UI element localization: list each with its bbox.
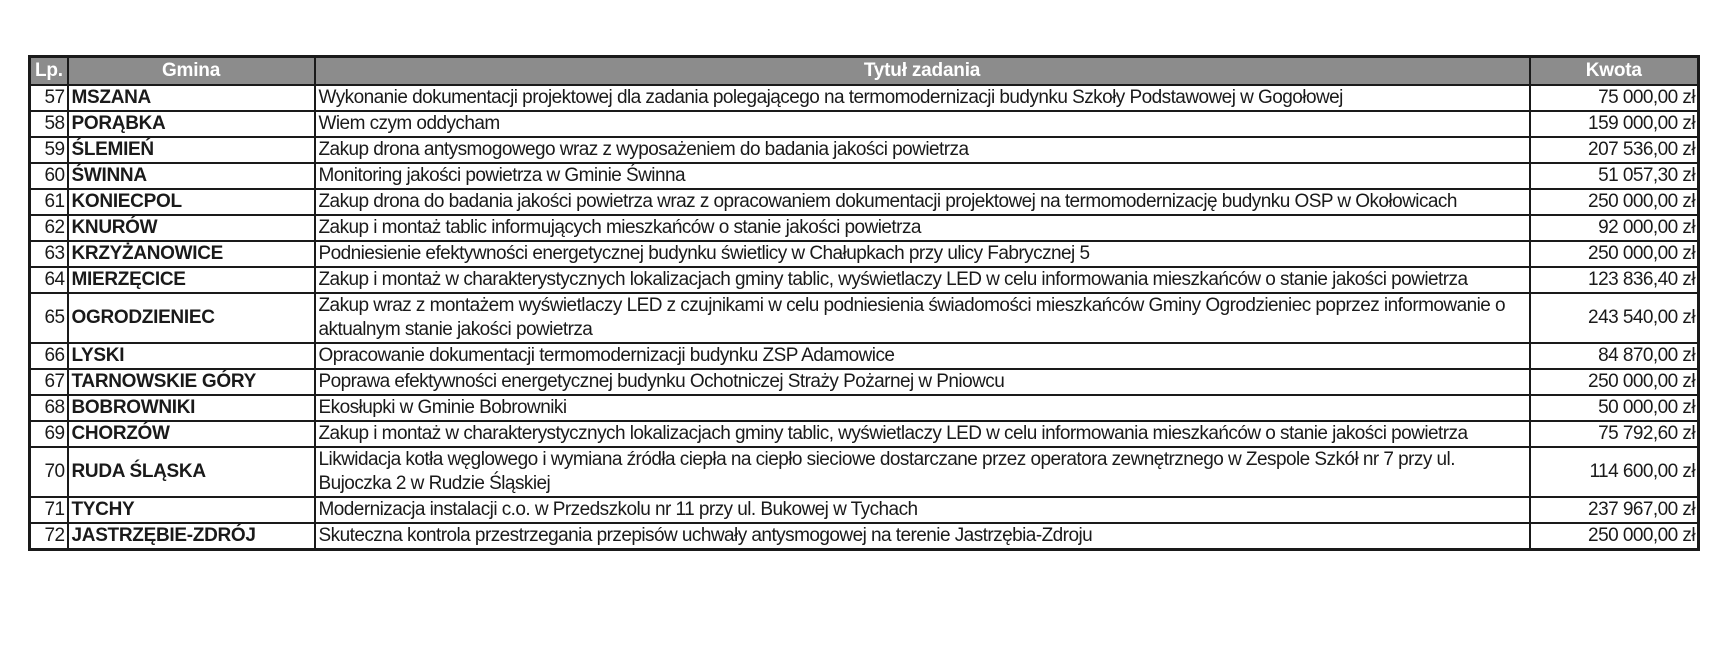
amount: 123 836,40 zł	[1530, 267, 1699, 293]
grants-table	[28, 55, 1700, 551]
task-title: Zakup i montaż w charakterystycznych lokalizacjach gminy tablic, wyświetlaczy LED w celu informowania mieszkańców o stanie jakości powietrza	[315, 421, 1530, 447]
row-number: 61	[30, 189, 68, 215]
amount: 50 000,00 zł	[1530, 395, 1699, 421]
amount: 250 000,00 zł	[1530, 189, 1699, 215]
amount: 92 000,00 zł	[1530, 215, 1699, 241]
table-row	[30, 343, 1699, 369]
task-title: Likwidacja kotła węglowego i wymiana źródła ciepła na ciepło sieciowe dostarczane przez operatora zewnętrznego w Zespole Szkół nr 7 przy ul. Bujoczka 2 w Rudzie Śląskiej	[315, 447, 1530, 497]
gmina-name: OGRODZIENIEC	[68, 293, 315, 343]
table-body	[30, 85, 1699, 550]
row-number: 63	[30, 241, 68, 267]
amount: 114 600,00 zł	[1530, 447, 1699, 497]
row-number: 68	[30, 395, 68, 421]
task-title: Modernizacja instalacji c.o. w Przedszkolu nr 11 przy ul. Bukowej w Tychach	[315, 497, 1530, 523]
row-number: 70	[30, 447, 68, 497]
gmina-name: JASTRZĘBIE-ZDRÓJ	[68, 523, 315, 550]
table-row	[30, 497, 1699, 523]
task-title: Zakup i montaż w charakterystycznych lokalizacjach gminy tablic, wyświetlaczy LED w celu informowania mieszkańców o stanie jakości powietrza	[315, 267, 1530, 293]
row-number: 59	[30, 137, 68, 163]
table-row	[30, 111, 1699, 137]
gmina-name: ŚWINNA	[68, 163, 315, 189]
table-row	[30, 241, 1699, 267]
header-lp: Lp.	[30, 57, 68, 86]
gmina-name: RUDA ŚLĄSKA	[68, 447, 315, 497]
task-title: Wiem czym oddycham	[315, 111, 1530, 137]
amount: 250 000,00 zł	[1530, 369, 1699, 395]
row-number: 72	[30, 523, 68, 550]
row-number: 65	[30, 293, 68, 343]
task-title: Ekosłupki w Gminie Bobrowniki	[315, 395, 1530, 421]
table-row	[30, 85, 1699, 111]
header-title: Tytuł zadania	[315, 57, 1530, 86]
row-number: 60	[30, 163, 68, 189]
table-row	[30, 523, 1699, 550]
task-title: Poprawa efektywności energetycznej budynku Ochotniczej Straży Pożarnej w Pniowcu	[315, 369, 1530, 395]
amount: 250 000,00 zł	[1530, 523, 1699, 550]
amount: 243 540,00 zł	[1530, 293, 1699, 343]
row-number: 57	[30, 85, 68, 111]
row-number: 58	[30, 111, 68, 137]
table-row	[30, 137, 1699, 163]
gmina-name: TARNOWSKIE GÓRY	[68, 369, 315, 395]
table-row	[30, 421, 1699, 447]
table-row	[30, 369, 1699, 395]
task-title: Zakup wraz z montażem wyświetlaczy LED z czujnikami w celu podniesienia świadomości mieszkańców Gminy Ogrodzieniec poprzez informowanie o aktualnym stanie jakości powietrza	[315, 293, 1530, 343]
gmina-name: PORĄBKA	[68, 111, 315, 137]
gmina-name: KNURÓW	[68, 215, 315, 241]
task-title: Wykonanie dokumentacji projektowej dla zadania polegającego na termomodernizacji budynku Szkoły Podstawowej w Gogołowej	[315, 85, 1530, 111]
amount: 250 000,00 zł	[1530, 241, 1699, 267]
gmina-name: MIERZĘCICE	[68, 267, 315, 293]
row-number: 66	[30, 343, 68, 369]
task-title: Zakup drona antysmogowego wraz z wyposażeniem do badania jakości powietrza	[315, 137, 1530, 163]
task-title: Zakup i montaż tablic informujących mieszkańców o stanie jakości powietrza	[315, 215, 1530, 241]
gmina-name: KRZYŻANOWICE	[68, 241, 315, 267]
row-number: 64	[30, 267, 68, 293]
table-row	[30, 293, 1699, 343]
row-number: 62	[30, 215, 68, 241]
amount: 51 057,30 zł	[1530, 163, 1699, 189]
table-row	[30, 189, 1699, 215]
task-title: Podniesienie efektywności energetycznej budynku świetlicy w Chałupkach przy ulicy Fabrycznej 5	[315, 241, 1530, 267]
amount: 84 870,00 zł	[1530, 343, 1699, 369]
table-row	[30, 267, 1699, 293]
gmina-name: LYSKI	[68, 343, 315, 369]
row-number: 69	[30, 421, 68, 447]
gmina-name: CHORZÓW	[68, 421, 315, 447]
header-row	[30, 57, 1699, 86]
task-title: Skuteczna kontrola przestrzegania przepisów uchwały antysmogowej na terenie Jastrzębia-Zdroju	[315, 523, 1530, 550]
row-number: 67	[30, 369, 68, 395]
header-gmina: Gmina	[68, 57, 315, 86]
row-number: 71	[30, 497, 68, 523]
gmina-name: TYCHY	[68, 497, 315, 523]
amount: 207 536,00 zł	[1530, 137, 1699, 163]
spreadsheet-page	[28, 55, 1697, 551]
amount: 237 967,00 zł	[1530, 497, 1699, 523]
header-kwota: Kwota	[1530, 57, 1699, 86]
amount: 159 000,00 zł	[1530, 111, 1699, 137]
amount: 75 792,60 zł	[1530, 421, 1699, 447]
task-title: Zakup drona do badania jakości powietrza wraz z opracowaniem dokumentacji projektowej na termomodernizację budynku OSP w Okołowicach	[315, 189, 1530, 215]
table-row	[30, 447, 1699, 497]
gmina-name: ŚLEMIEŃ	[68, 137, 315, 163]
task-title: Monitoring jakości powietrza w Gminie Świnna	[315, 163, 1530, 189]
table-row	[30, 215, 1699, 241]
gmina-name: KONIECPOL	[68, 189, 315, 215]
amount: 75 000,00 zł	[1530, 85, 1699, 111]
gmina-name: BOBROWNIKI	[68, 395, 315, 421]
table-row	[30, 395, 1699, 421]
gmina-name: MSZANA	[68, 85, 315, 111]
task-title: Opracowanie dokumentacji termomodernizacji budynku ZSP Adamowice	[315, 343, 1530, 369]
table-row	[30, 163, 1699, 189]
